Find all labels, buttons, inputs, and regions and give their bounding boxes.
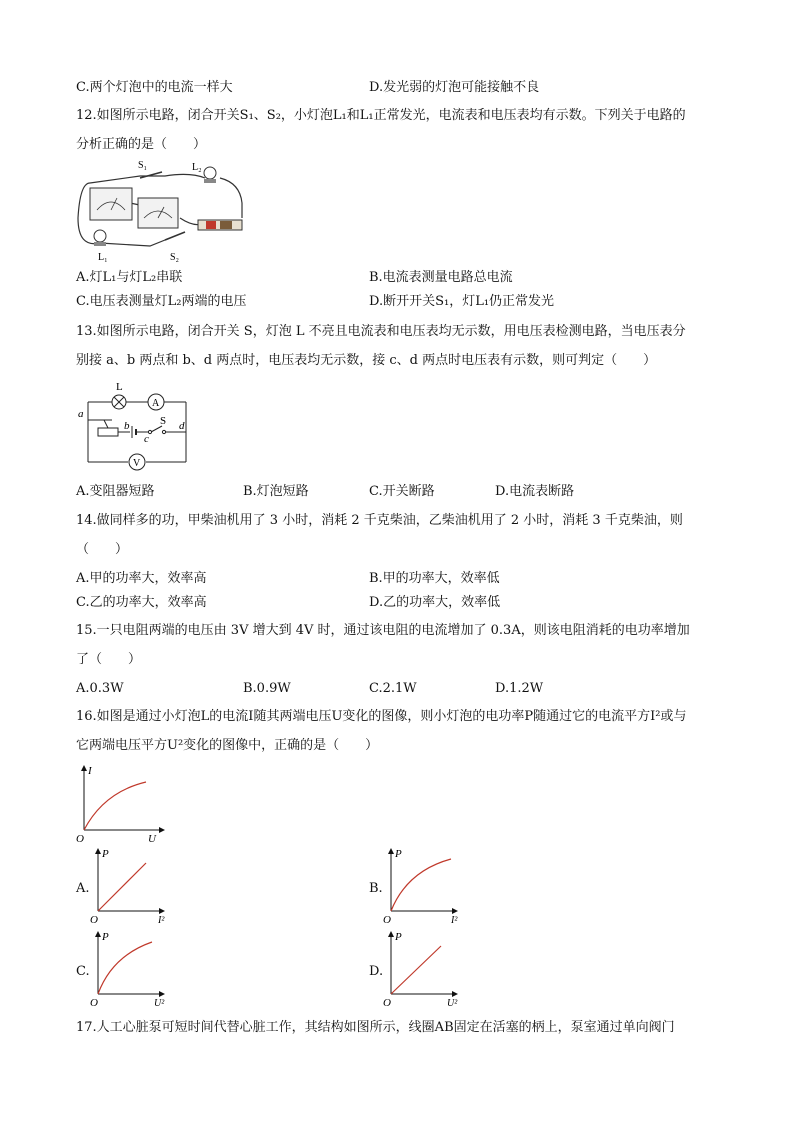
q14-stem-line-1: 14.做同样多的功，甲柴油机用了 3 小时，消耗 2 千克柴油，乙柴油机用了 2 小时，消耗 3 千克柴油，则 (76, 513, 683, 528)
q12-label-l1: L₁ (98, 252, 108, 263)
q14-option-a: A.甲的功率大，效率高 (76, 571, 207, 586)
q12-stem-line-2: 分析正确的是（ ） (76, 137, 207, 152)
q13-option-d: D.电流表断路 (495, 484, 575, 499)
q13-option-b: B.灯泡短路 (243, 484, 309, 499)
q16-stem-line-1: 16.如图是通过小灯泡L的电流I随其两端电压U变化的图像，则小灯泡的电功率P随通过它的电流平方I²或与 (76, 709, 687, 724)
q16-main-origin: O (76, 833, 84, 844)
q16-a-x-label: I² (158, 915, 165, 925)
q16-a-origin: O (90, 914, 98, 925)
q16-c-x-label: U² (154, 998, 165, 1008)
q12-circuit-figure (70, 158, 250, 263)
q13-stem-line-1: 13.如图所示电路，闭合开关 S，灯泡 L 不亮且电流表和电压表均无示数，用电压表检测电路，当电压表分 (76, 324, 686, 339)
q16-d-y-label: P (395, 931, 402, 943)
q14-option-b: B.甲的功率大，效率低 (369, 571, 500, 586)
q17-stem-line-1: 17.人工心脏泵可短时间代替心脏工作，其结构如图所示，线圈AB固定在活塞的柄上，泵室通过单向阀门 (76, 1020, 675, 1035)
q16-c-y-label: P (102, 931, 109, 943)
q15-option-b: B.0.9W (243, 681, 291, 696)
q13-option-c: C.开关断路 (369, 484, 435, 499)
q13-label-ammeter: A (152, 398, 160, 409)
q15-option-a: A.0.3W (76, 681, 124, 696)
q12-option-c: C.电压表测量灯L₂两端的电压 (76, 294, 247, 309)
q16-d-x-label: U² (447, 998, 458, 1008)
q13-label-voltmeter: V (133, 458, 141, 469)
q16-main-graph (74, 762, 174, 844)
q16-a-y-label: P (102, 848, 109, 860)
q16-option-a-graph (88, 845, 173, 925)
q14-option-c: C.乙的功率大，效率高 (76, 595, 207, 610)
q16-option-b-graph (381, 845, 481, 925)
q13-stem-line-2: 别接 a、b 两点和 b、d 两点时，电压表均无示数，接 c、d 两点时电压表有示数，则可判定（ ） (76, 353, 657, 368)
q12-option-d: D.断开开关S₁，灯L₁仍正常发光 (369, 294, 555, 309)
q16-b-y-label: P (395, 848, 402, 860)
q13-point-b: b (124, 420, 130, 432)
q13-option-a: A.变阻器短路 (76, 484, 155, 499)
q11-option-d: D.发光弱的灯泡可能接触不良 (369, 80, 540, 95)
q14-stem-line-2: （ ） (76, 542, 129, 557)
q11-option-c: C.两个灯泡中的电流一样大 (76, 80, 233, 95)
q16-c-origin: O (90, 997, 98, 1008)
q16-b-x-label: I² (451, 915, 458, 925)
q12-label-s2: S₂ (170, 252, 180, 263)
q13-point-a: a (78, 408, 84, 420)
q16-option-a-letter: A. (76, 881, 90, 896)
q16-option-c-letter: C. (76, 964, 90, 979)
q16-main-y-label: I (88, 765, 92, 777)
q14-option-d: D.乙的功率大，效率低 (369, 595, 501, 610)
q12-label-s1: S₁ (138, 160, 148, 171)
q12-stem-line-1: 12.如图所示电路，闭合开关S₁、S₂，小灯泡L₁和L₁正常发光，电流表和电压表均有示数。下列关于电路的 (76, 108, 686, 123)
q15-stem-line-1: 15.一只电阻两端的电压由 3V 增大到 4V 时，通过该电阻的电流增加了 0.3A，则该电阻消耗的电功率增加 (76, 623, 690, 638)
q12-label-l2: L₂ (192, 162, 202, 173)
q16-option-d-letter: D. (369, 964, 384, 979)
q15-option-d: D.1.2W (495, 681, 544, 696)
q13-point-d: d (179, 420, 185, 432)
q16-option-d-graph (381, 928, 481, 1008)
q16-d-origin: O (383, 997, 391, 1008)
q16-main-x-label: U (148, 833, 156, 844)
q16-b-origin: O (383, 914, 391, 925)
q15-option-c: C.2.1W (369, 681, 417, 696)
q15-stem-line-2: 了（ ） (76, 652, 142, 667)
q12-option-b: B.电流表测量电路总电流 (369, 270, 513, 285)
q12-option-a: A.灯L₁与灯L₂串联 (76, 270, 183, 285)
q16-option-c-graph (88, 928, 178, 1008)
q13-point-c: c (144, 433, 149, 445)
q13-label-switch: S (160, 415, 167, 427)
q16-option-b-letter: B. (369, 881, 383, 896)
q13-circuit-figure (74, 380, 194, 475)
q16-stem-line-2: 它两端电压平方U²变化的图像中，正确的是（ ） (76, 738, 379, 753)
q13-label-lamp: L (116, 381, 123, 393)
